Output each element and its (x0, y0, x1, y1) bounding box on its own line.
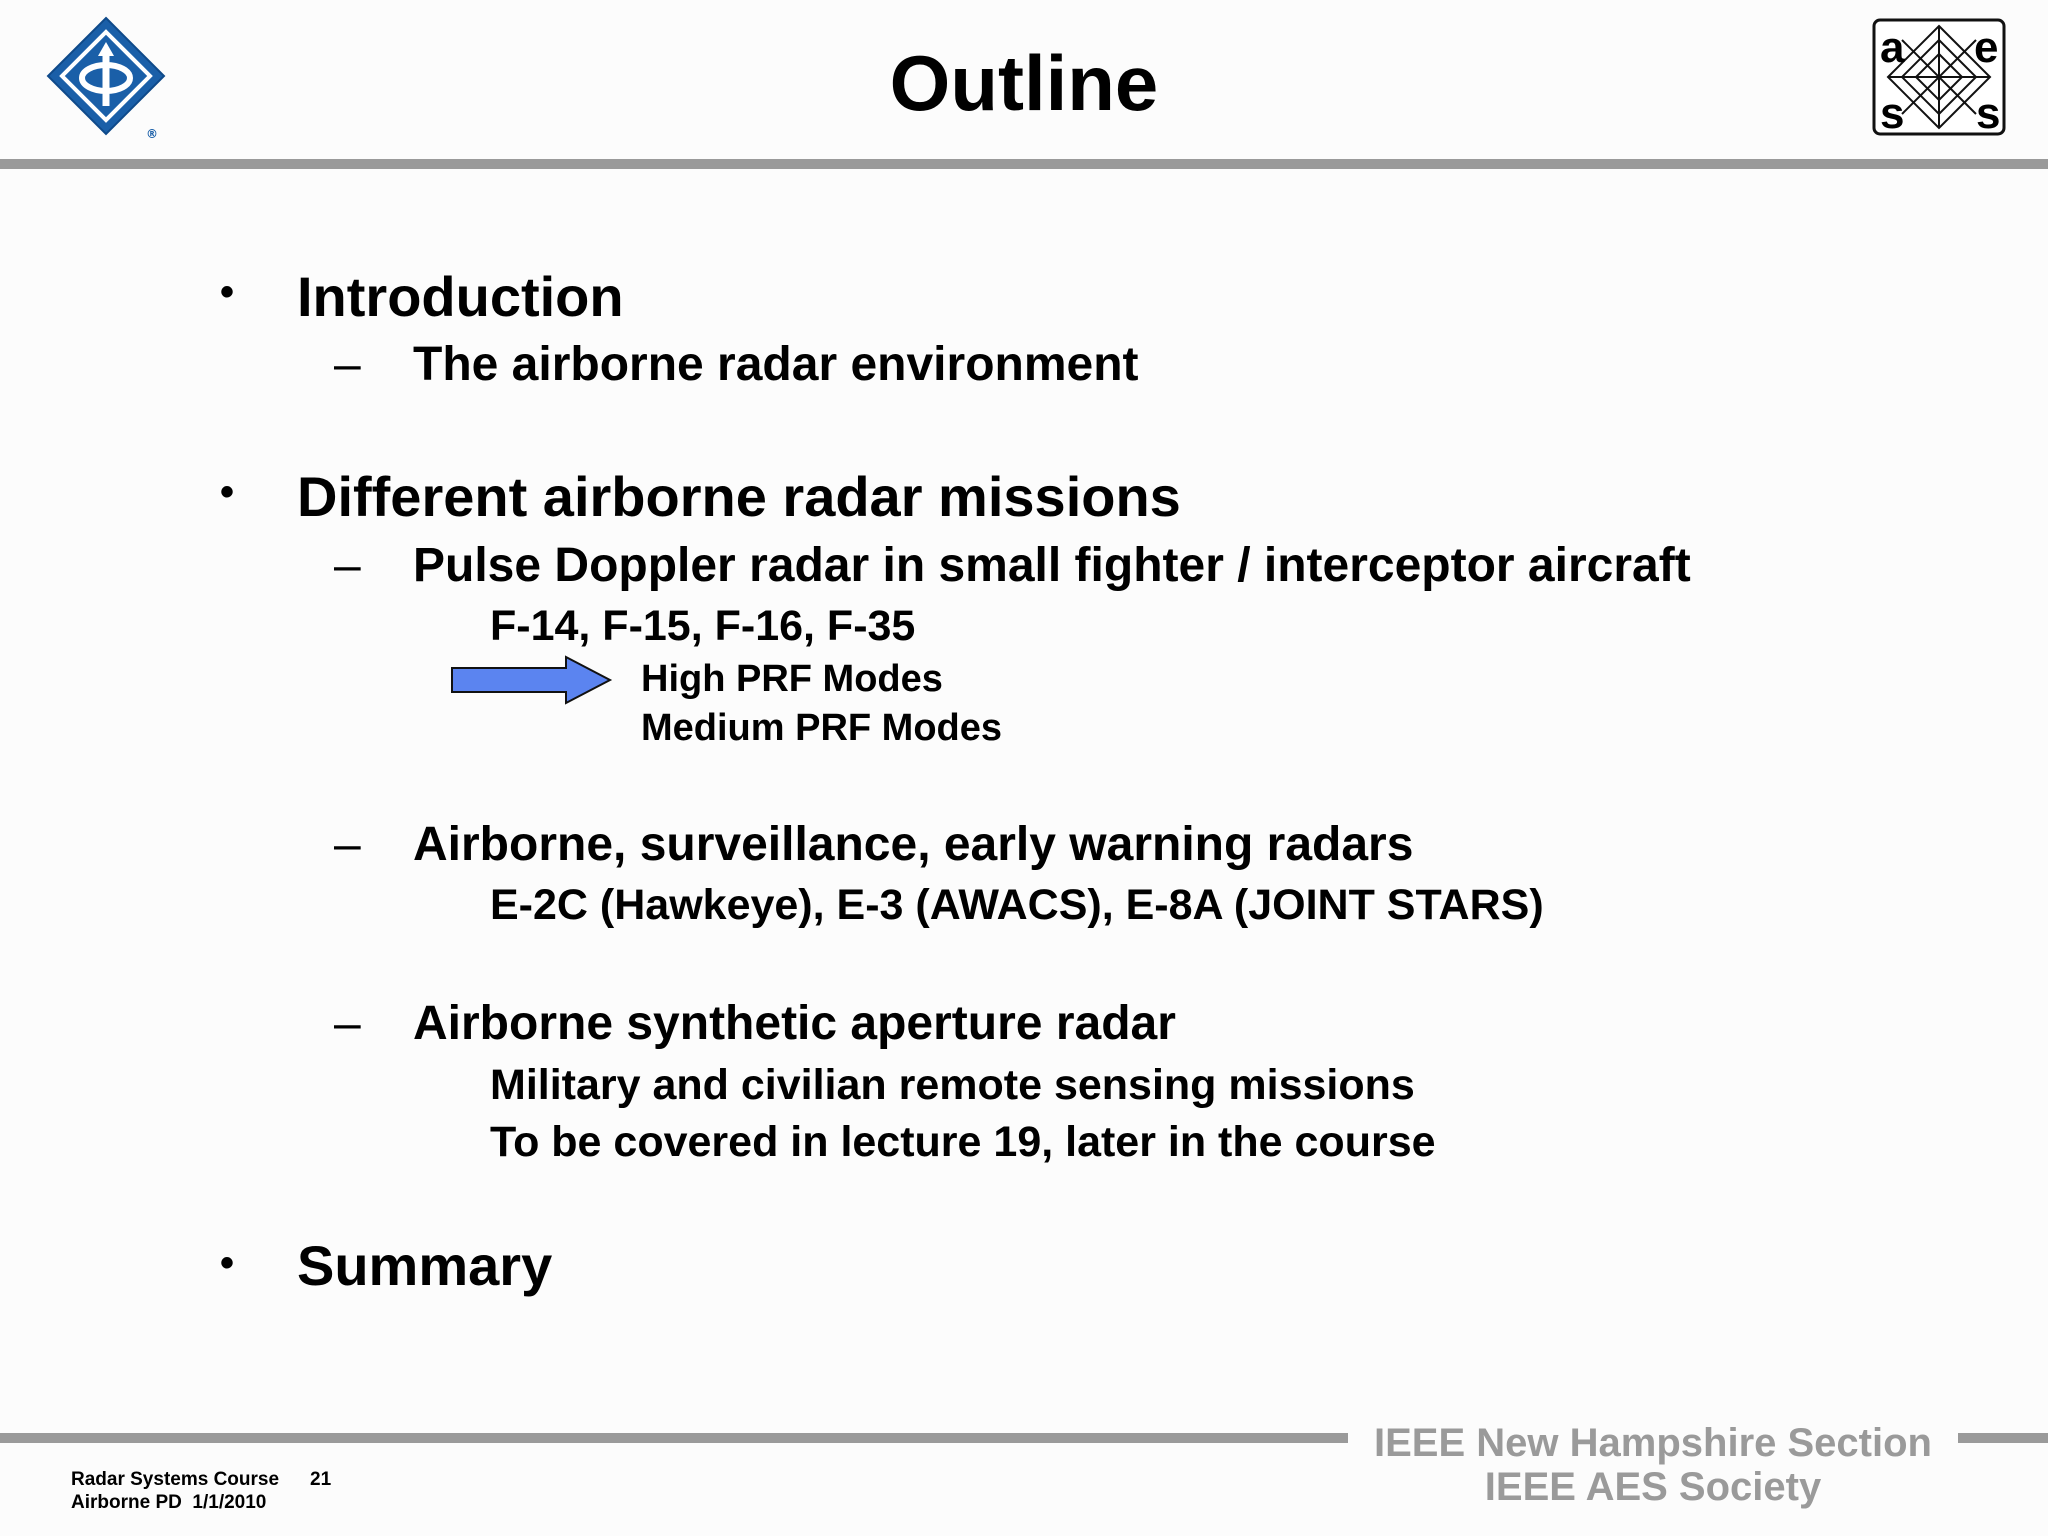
aes-logo-letter-a: a (1880, 23, 1905, 72)
outline-detail-lecture-19: To be covered in lecture 19, later in the course (490, 1118, 1436, 1166)
footer-org-section: IEEE New Hampshire Section (1374, 1421, 1932, 1465)
footer-org-society: IEEE AES Society (1484, 1465, 1822, 1509)
slide-title: Outline (889, 39, 1159, 127)
outline-subitem-surveillance: Airborne, surveillance, early warning radars (413, 818, 1414, 871)
footer-doc-info: Airborne PD 1/1/2010 (71, 1492, 267, 1513)
outline-item-introduction: Introduction (297, 265, 624, 328)
dash-marker: – (334, 539, 361, 592)
outline-detail-fighters: F-14, F-15, F-16, F-35 (490, 602, 916, 650)
footer-divider-left (0, 1433, 1348, 1443)
outline-item-missions: Different airborne radar missions (297, 465, 1181, 528)
aes-logo-letter-s-right: s (1976, 89, 2001, 136)
dash-marker: – (334, 818, 361, 871)
outline-subitem-pulse-doppler: Pulse Doppler radar in small fighter / interceptor aircraft (413, 539, 1691, 592)
aes-society-logo-icon (1872, 18, 2006, 136)
right-arrow-icon (450, 655, 614, 705)
outline-detail-medium-prf: Medium PRF Modes (641, 707, 1003, 749)
footer-page-number: 21 (310, 1469, 332, 1490)
footer-course-label: Radar Systems Course (71, 1469, 280, 1490)
aes-logo-letter-e: e (1974, 23, 1999, 72)
dash-marker: – (334, 997, 361, 1050)
outline-subitem-environment: The airborne radar environment (413, 338, 1139, 391)
trademark-symbol: ® (146, 127, 158, 141)
bullet-marker: • (220, 270, 235, 314)
outline-item-summary: Summary (297, 1234, 553, 1297)
outline-detail-remote-sensing: Military and civilian remote sensing missions (490, 1061, 1415, 1109)
bullet-marker: • (220, 470, 235, 514)
aes-logo-letter-s-left: s (1880, 89, 1905, 136)
outline-detail-high-prf: High PRF Modes (641, 658, 943, 700)
dash-marker: – (334, 338, 361, 391)
footer-divider-right (1958, 1433, 2048, 1443)
outline-subitem-sar: Airborne synthetic aperture radar (413, 997, 1176, 1050)
bullet-marker: • (220, 1241, 235, 1285)
header-divider (0, 159, 2048, 169)
outline-detail-surveillance-aircraft: E-2C (Hawkeye), E-3 (AWACS), E-8A (JOINT STARS) (490, 881, 1544, 929)
